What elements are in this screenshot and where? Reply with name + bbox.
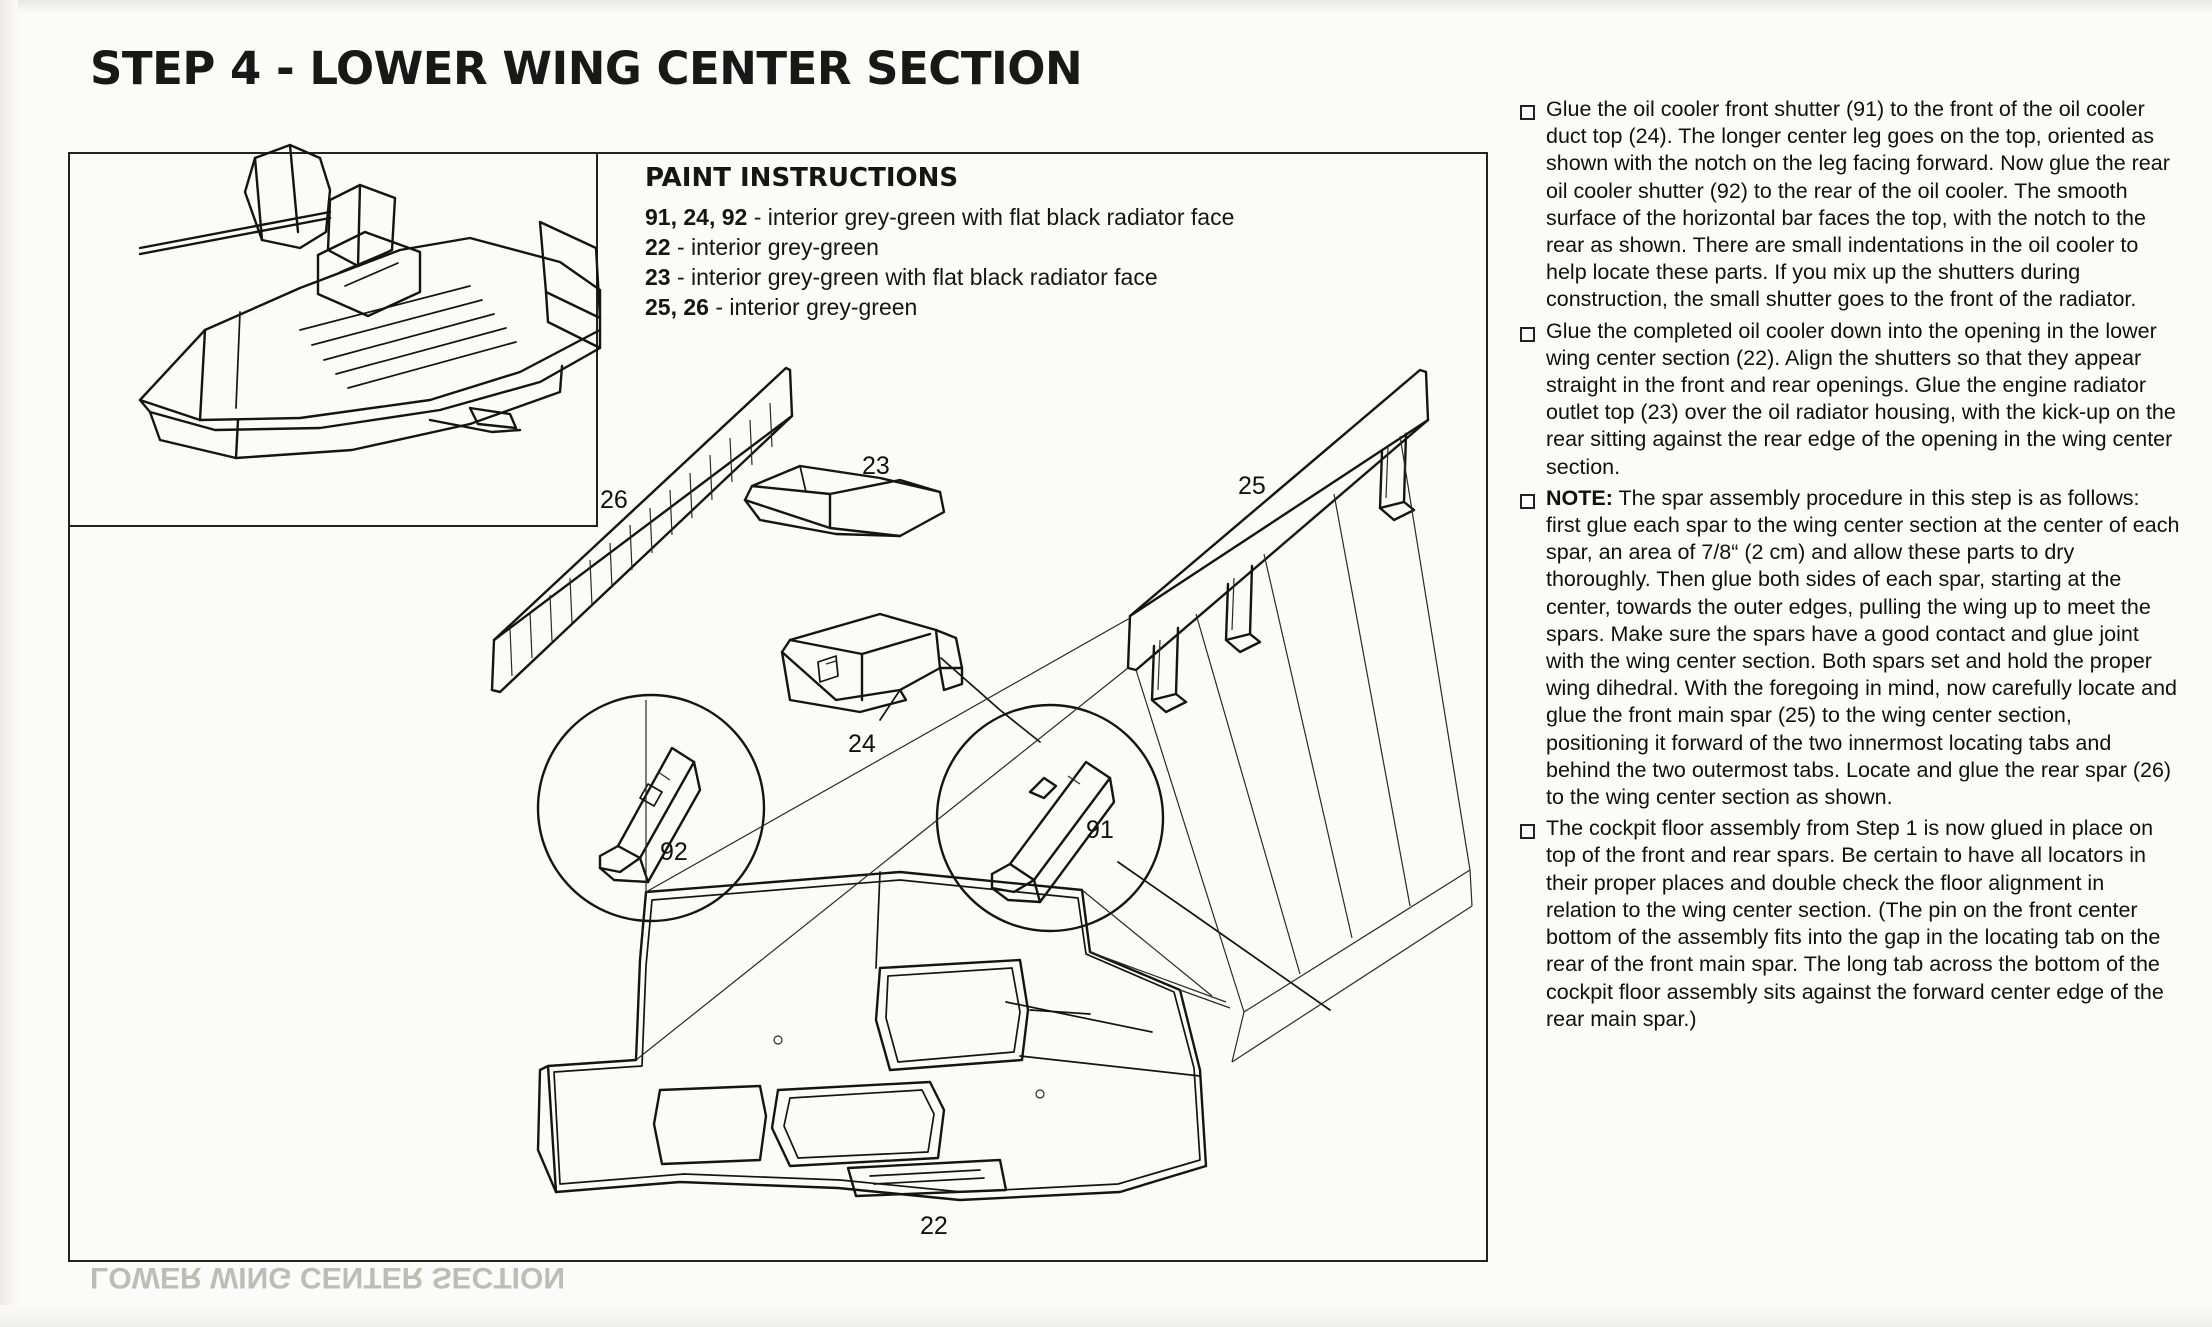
note-text-4: The cockpit floor assembly from Step 1 is now glued in place on top of the front and rear spars. Be certain to have all locators in their proper places and double check the floor alignment in relation to the wing center section. (The pin on the front center bottom of the assembly fits into the gap in the locating tab on the rear of the front main spar. The long tab across the bottom of the cockpit floor assembly sits against the forward center edge of the rear main spar.): [1546, 816, 2164, 1031]
checkbox-icon[interactable]: [1520, 824, 1535, 839]
note-text-2: Glue the completed oil cooler down into the opening in the lower wing center section (22). Align the shutters so that they appear straight in the front and rear openings. Glue the engine radiator outlet top (23) over the oil radiator housing, with the kick-up on the rear sitting against the rear edge of the opening in the wing center section.: [1546, 318, 2176, 479]
bleed-through-text: LOWER WING CENTER SECTION: [90, 1261, 565, 1294]
paint-line-3: [645, 262, 1405, 292]
part-label-22: 22: [920, 1212, 948, 1240]
note-3-lead: NOTE:: [1546, 485, 1613, 510]
paint-line-4-desc: - interior grey-green: [708, 294, 918, 320]
paint-line-3-parts: 23: [645, 264, 671, 290]
scan-edge-bottom: [0, 1305, 2212, 1327]
scan-edge-left: [0, 0, 18, 1327]
paint-line-4: [645, 292, 1405, 322]
note-item-3: [1520, 485, 2180, 811]
paint-line-2-parts: 22: [645, 234, 671, 260]
part-label-26: 26: [600, 486, 628, 514]
cockpit-inset-frame: [68, 152, 598, 527]
paint-line-1-parts: 91, 24, 92: [645, 204, 748, 230]
paint-line-3-desc: - interior grey-green with flat black radiator face: [670, 264, 1158, 290]
paint-line-1-desc: - interior grey-green with flat black radiator face: [747, 204, 1235, 230]
checkbox-icon[interactable]: [1520, 105, 1535, 120]
page-title: STEP 4 - LOWER WING CENTER SECTION: [90, 42, 1083, 95]
note-item-4: [1520, 815, 2180, 1033]
note-text-3: [1546, 485, 2180, 811]
note-3-body: The spar assembly procedure in this step is as follows: first glue each spar to the wing center section at the center of each spar, an area of 7/8“ (2 cm) and allow these parts to dry thoroughly. Then glue both sides of each spar, starting at the center, towards the outer edges, pulling the wing up to meet the spars. Make sure the spars have a good contact and glue joint with the wing center section. Both spars set and hold the proper wing dihedral. With the foregoing in mind, now carefully locate and glue the front main spar (25) to the wing center section, positioning it forward of the two innermost locating tabs and behind the two outermost tabs. Locate and glue the rear spar (26) to the wing center section as shown.: [1546, 485, 2180, 810]
note-item-1: [1520, 96, 2180, 314]
note-text-1: Glue the oil cooler front shutter (91) to the front of the oil cooler duct top (24). The longer center leg goes on the top, oriented as shown with the notch on the leg facing forward. Now glue the rear oil cooler shutter (92) to the rear of the oil cooler. The smooth surface of the horizontal bar faces the top, with the notch to the rear as shown. There are small indentations in the oil cooler to help locate these parts. If you mix up the shutters during construction, the small shutter goes to the front of the radiator.: [1546, 97, 2170, 312]
paint-instructions-block: [645, 163, 1405, 322]
part-label-25: 25: [1238, 472, 1266, 500]
part-label-23: 23: [862, 452, 890, 480]
part-label-24: 24: [848, 730, 876, 758]
paint-instructions-heading: PAINT INSTRUCTIONS: [645, 163, 959, 193]
part-label-92: 92: [660, 838, 688, 866]
scan-edge-top: [0, 0, 2212, 14]
paint-line-2-desc: - interior grey-green: [670, 234, 879, 260]
paint-line-1: [645, 202, 1405, 232]
part-label-91: 91: [1086, 816, 1114, 844]
paint-line-2: [645, 232, 1405, 262]
instruction-notes-list: [1520, 96, 2180, 1037]
checkbox-icon[interactable]: [1520, 327, 1535, 342]
paint-line-4-parts: 25, 26: [645, 294, 709, 320]
note-item-2: [1520, 318, 2180, 481]
checkbox-icon[interactable]: [1520, 494, 1535, 509]
